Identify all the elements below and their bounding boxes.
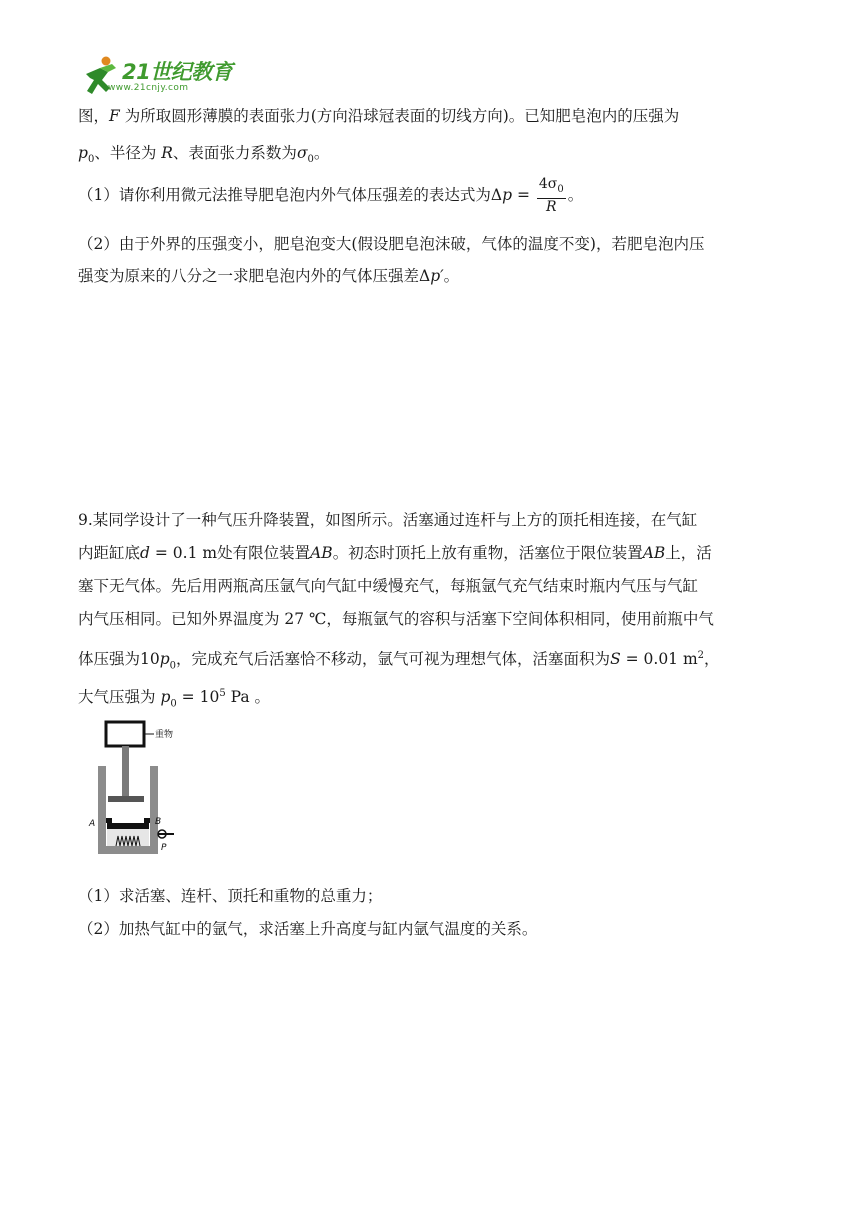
limit-stop-A (106, 818, 112, 823)
q8-sub2-line1: （2）由于外界的压强变小，肥皂泡变大(假设肥皂泡沫破，气体的温度不变)，若肥皂泡内压 (78, 235, 705, 253)
gas-space (107, 829, 149, 846)
logo-url-text: www.21cnjy.com (108, 83, 189, 93)
piston (107, 823, 149, 829)
q8-sub1: （1）请你利用微元法推导肥皂泡内外气体压强差的表达式为Δp = $\frac{4\sigma_0}{R}$ 。 (78, 176, 584, 215)
lift-device-diagram (86, 720, 196, 858)
top-plate (108, 796, 144, 802)
q9-line4: 内气压相同。已知外界温度为 27 ℃，每瓶氩气的容积与活塞下空间体积相同，使用前瓶中气 (78, 610, 714, 628)
q9-line2: 内距缸底d = 0.1 m处有限位装置AB。初态时顶托上放有重物，活塞位于限位装置AB上，活 (78, 544, 712, 562)
q8-fraction: $\frac{4\sigma_0}{R}$ (538, 176, 564, 215)
q8-line1: 图，F 为所取圆形薄膜的表面张力(方向沿球冠表面的切线方向)。已知肥皂泡内的压强为 (78, 107, 680, 125)
q8-sub2-line2: 强变为原来的八分之一求肥皂泡内外的气体压强差Δp′。 (78, 267, 460, 285)
connecting-rod (122, 746, 129, 798)
q9-sub2: （2）加热气缸中的氩气，求活塞上升高度与缸内氩气温度的关系。 (78, 920, 538, 938)
label-P: P (161, 843, 167, 853)
label-B: B (155, 817, 162, 827)
q9-line3: 塞下无气体。先后用两瓶高压氩气向气缸中缓慢充气，每瓶氩气充气结束时瓶内气压与气缸 (78, 577, 699, 595)
limit-stop-B (144, 818, 150, 823)
q9-sub1: （1）求活塞、连杆、顶托和重物的总重力； (78, 887, 383, 905)
q9-line6: 大气压强为 $p_0 = 10^5$ Pa 。 (78, 688, 271, 710)
label-weight: 重物 (155, 730, 174, 740)
logo-brand-text: 21世纪教育 (122, 60, 233, 84)
header-logo (78, 54, 258, 100)
q9-line1: 9.某同学设计了一种气压升降装置，如图所示。活塞通过连杆与上方的顶托相连接，在气缸 (78, 511, 698, 529)
q9-line5: 体压强为$10p_0$，完成充气后活塞恰不移动，氩气可视为理想气体，活塞面积为S = 0.01 $m^2$， (78, 650, 720, 672)
q8-line2: $p_0$、半径为 R、表面张力系数为$\sigma_0$。 (78, 144, 330, 166)
label-A: A (89, 819, 96, 829)
weight-box (106, 722, 144, 746)
